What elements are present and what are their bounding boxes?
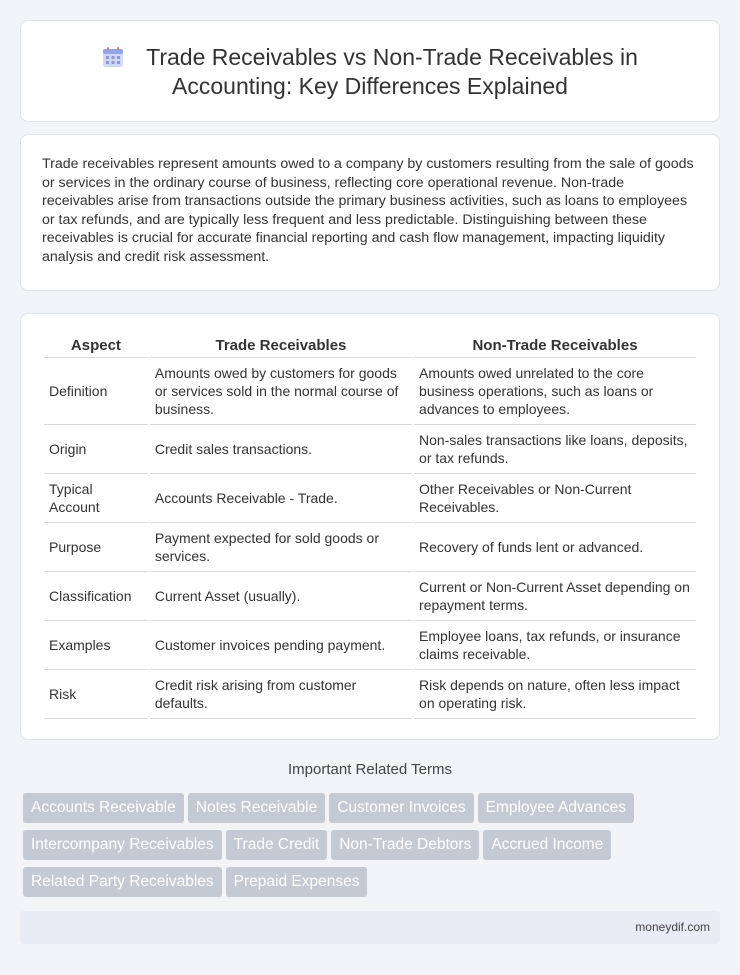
related-terms-heading: Important Related Terms xyxy=(288,761,452,778)
table-row xyxy=(44,621,696,670)
row-non-trade: Other Receivables or Non-Current Receivables. xyxy=(414,474,696,523)
tag-accrued-income[interactable]: Accrued Income xyxy=(483,830,611,860)
row-trade: Accounts Receivable - Trade. xyxy=(150,474,412,523)
row-aspect: Origin xyxy=(44,425,148,474)
row-non-trade: Employee loans, tax refunds, or insurance claims receivable. xyxy=(414,621,696,670)
footer xyxy=(20,911,720,944)
tag-prepaid-expenses[interactable]: Prepaid Expenses xyxy=(226,867,368,897)
related-terms-list xyxy=(23,793,663,904)
tag-non-trade-debtors[interactable]: Non-Trade Debtors xyxy=(331,830,479,860)
tag-accounts-receivable[interactable]: Accounts Receivable xyxy=(23,793,184,823)
tag-customer-invoices[interactable]: Customer Invoices xyxy=(329,793,473,823)
row-non-trade: Recovery of funds lent or advanced. xyxy=(414,523,696,572)
table-row xyxy=(44,572,696,621)
table-row xyxy=(44,670,696,719)
row-trade: Credit sales transactions. xyxy=(150,425,412,474)
table-row xyxy=(44,523,696,572)
header-aspect: Aspect xyxy=(44,334,148,358)
row-trade: Credit risk arising from customer defaults. xyxy=(150,670,412,719)
footer-site[interactable]: moneydif.com xyxy=(635,920,710,934)
row-non-trade: Current or Non-Current Asset depending on repayment terms. xyxy=(414,572,696,621)
table-row xyxy=(44,474,696,523)
row-trade: Amounts owed by customers for goods or services sold in the normal course of business. xyxy=(150,358,412,425)
tag-employee-advances[interactable]: Employee Advances xyxy=(478,793,634,823)
row-aspect: Typical Account xyxy=(44,474,148,523)
row-aspect: Definition xyxy=(44,358,148,425)
page-title xyxy=(21,43,719,101)
tag-intercompany-receivables[interactable]: Intercompany Receivables xyxy=(23,830,222,860)
row-aspect: Classification xyxy=(44,572,148,621)
header-trade: Trade Receivables xyxy=(150,334,412,358)
header-non-trade: Non-Trade Receivables xyxy=(414,334,696,358)
table-row xyxy=(44,358,696,425)
title-line-2: Accounting: Key Differences Explained xyxy=(172,73,568,99)
row-non-trade: Risk depends on nature, often less impact on operating risk. xyxy=(414,670,696,719)
tag-notes-receivable[interactable]: Notes Receivable xyxy=(188,793,325,823)
table-row xyxy=(44,425,696,474)
row-aspect: Risk xyxy=(44,670,148,719)
row-trade: Payment expected for sold goods or services. xyxy=(150,523,412,572)
intro-card xyxy=(20,134,720,291)
comparison-card xyxy=(20,313,720,740)
calendar-icon xyxy=(102,46,124,68)
tag-trade-credit[interactable]: Trade Credit xyxy=(226,830,328,860)
row-aspect: Examples xyxy=(44,621,148,670)
row-trade: Customer invoices pending payment. xyxy=(150,621,412,670)
intro-paragraph: Trade receivables represent amounts owed to a company by customers resulting from the sale of goods or services in the ordinary course of business, reflecting core operational revenue. Non-trade receivables arise from transactions outside the primary business activities, such as loans to employees or tax refunds, and are typically less frequent and less predictable. Distinguishing between these receivables is crucial for accurate financial reporting and cash flow management, impacting liquidity analysis and credit risk assessment. xyxy=(42,156,694,265)
row-trade: Current Asset (usually). xyxy=(150,572,412,621)
row-non-trade: Amounts owed unrelated to the core business operations, such as loans or advances to employees. xyxy=(414,358,696,425)
comparison-table xyxy=(42,334,698,719)
row-non-trade: Non-sales transactions like loans, deposits, or tax refunds. xyxy=(414,425,696,474)
row-aspect: Purpose xyxy=(44,523,148,572)
title-card xyxy=(20,20,720,122)
tag-related-party-receivables[interactable]: Related Party Receivables xyxy=(23,867,222,897)
table-header-row xyxy=(44,334,696,358)
title-line-1: Trade Receivables vs Non-Trade Receivables in xyxy=(146,44,638,70)
